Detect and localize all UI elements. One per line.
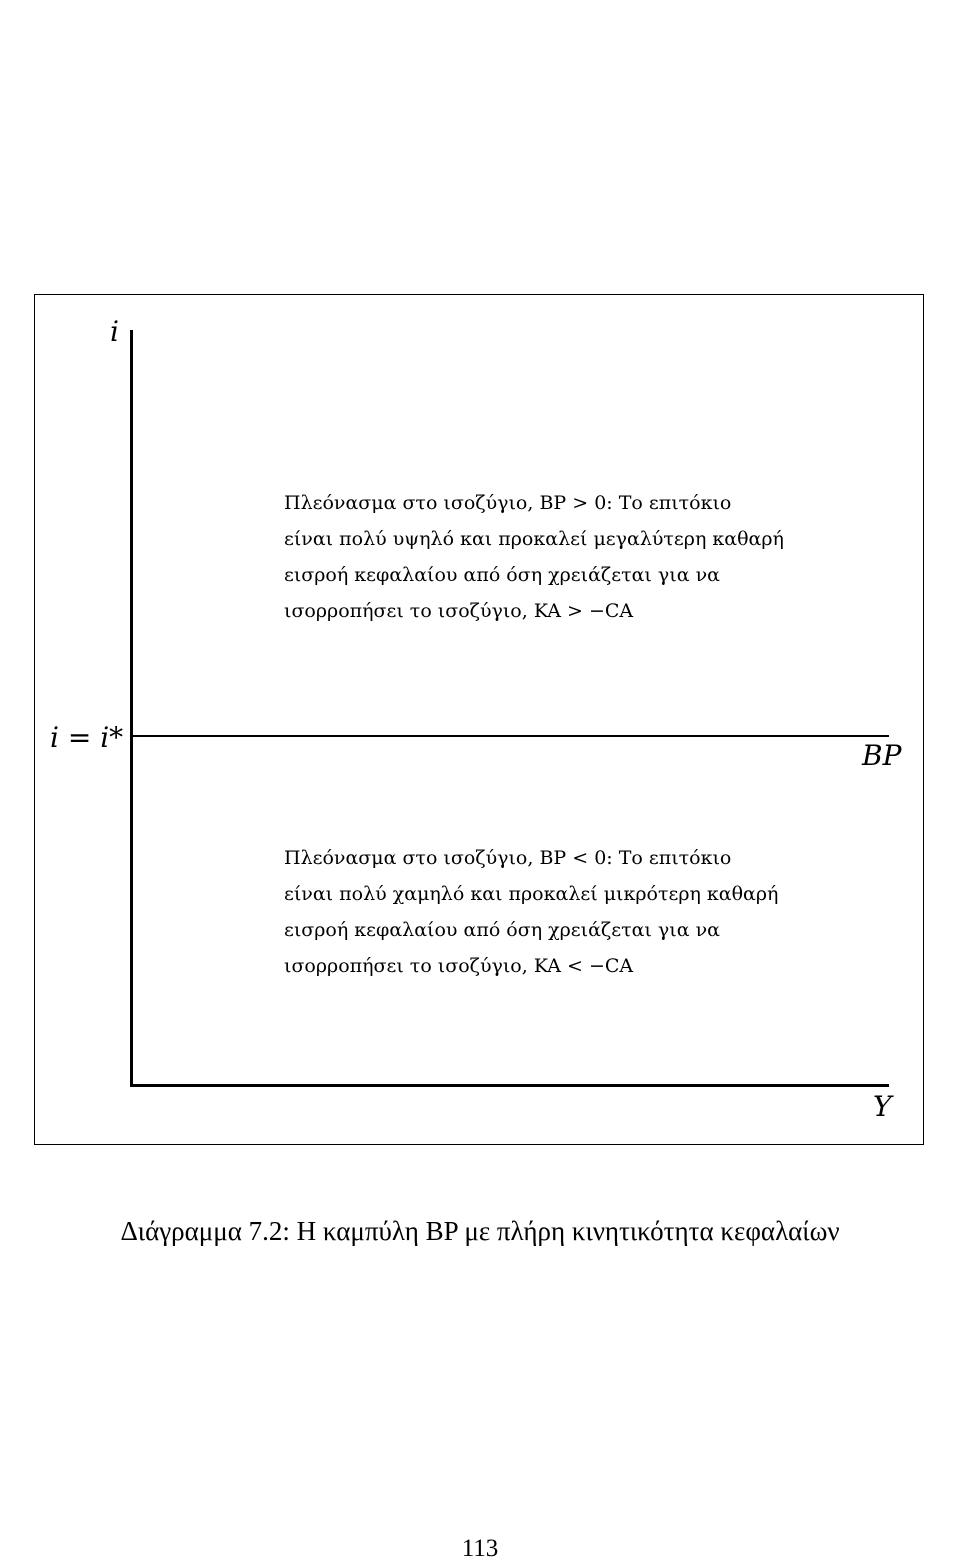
figure-caption: Διάγραμμα 7.2: Η καμπύλη BP με πλήρη κινητικότητα κεφαλαίων [120, 1216, 840, 1246]
lower-note-line: εισροή κεφαλαίου από όση χρειάζεται για να [284, 919, 720, 941]
upper-note-line: ισορροπήσει το ισοζύγιο, KA > −CA [284, 600, 634, 622]
lower-note-line: Πλεόνασμα στο ισοζύγιο, BP < 0: Το επιτόκιο [284, 847, 732, 869]
upper-note-line: είναι πολύ υψηλό και προκαλεί μεγαλύτερη καθαρή [284, 528, 784, 550]
figure-frame [34, 294, 924, 1145]
bp-curve-label: BP [862, 739, 902, 772]
bp-curve [130, 735, 889, 737]
upper-note-line: Πλεόνασμα στο ισοζύγιο, BP > 0: Το επιτόκιο [284, 492, 732, 514]
upper-region-note [284, 485, 784, 629]
bp-level-label: i = i* [50, 721, 124, 754]
x-axis [130, 1084, 889, 1087]
lower-note-line: είναι πολύ χαμηλό και προκαλεί μικρότερη καθαρή [284, 883, 779, 905]
x-axis-label: Y [873, 1090, 892, 1123]
upper-note-line: εισροή κεφαλαίου από όση χρειάζεται για να [284, 564, 720, 586]
lower-note-line: ισορροπήσει το ισοζύγιο, KA < −CA [284, 955, 634, 977]
y-axis-label: i [110, 315, 119, 348]
lower-region-note [284, 840, 779, 984]
y-axis [130, 330, 133, 1087]
page-number: 113 [461, 1535, 499, 1562]
